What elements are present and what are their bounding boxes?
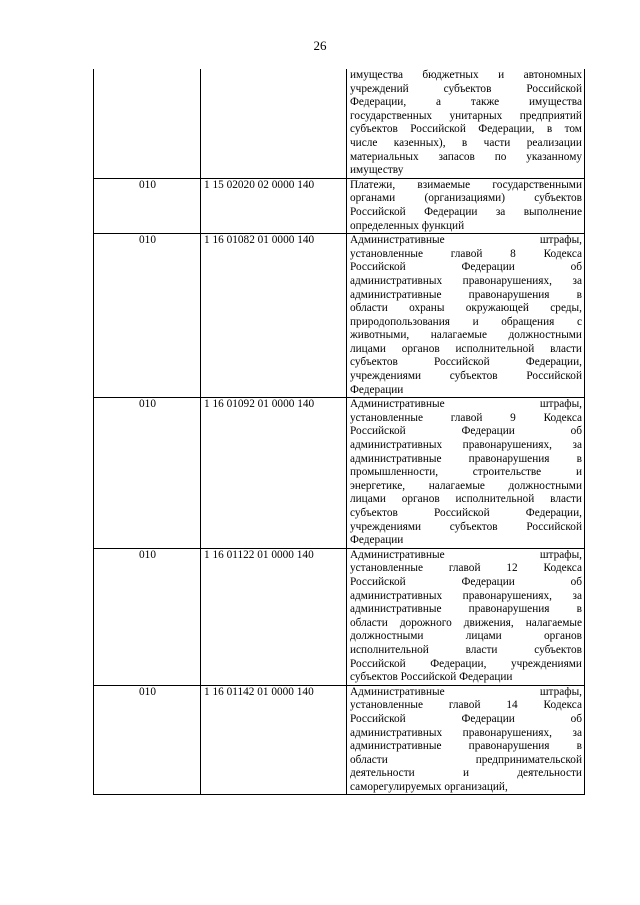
description-line: области охраны окружающей среды, — [350, 302, 582, 315]
description-line: административные правонарушения в — [350, 452, 582, 465]
description-line: лицами органов исполнительной власти — [350, 493, 582, 506]
description-line: определенных функций — [350, 219, 465, 232]
description-line: природопользования и обращения с — [350, 315, 582, 328]
description-line: установленные главой 8 Кодекса — [350, 247, 582, 260]
description-line: учреждениями субъектов Российской — [350, 370, 582, 383]
description-line: Административные штрафы, — [350, 685, 582, 698]
income-description-cell — [347, 548, 585, 685]
admin-code-cell: 010 — [94, 548, 201, 685]
description-line: установленные главой 14 Кодекса — [350, 699, 582, 712]
table-row — [94, 234, 585, 398]
table-row — [94, 685, 585, 795]
description-line: исполнительной власти субъектов — [350, 643, 582, 656]
admin-code-cell: 010 — [94, 178, 201, 233]
description-line: административных правонарушениях, за — [350, 589, 582, 602]
admin-code-cell — [94, 69, 201, 178]
description-line: Российской Федерации об — [350, 712, 582, 725]
budget-classification-code-cell: 1 16 01092 01 0000 140 — [201, 398, 347, 549]
description-line: животными, налагаемые должностными — [350, 329, 582, 342]
description-line: установленные главой 9 Кодекса — [350, 411, 582, 424]
description-line: саморегулируемых организаций, — [350, 780, 508, 793]
income-description-cell — [347, 178, 585, 233]
description-line: установленные главой 12 Кодекса — [350, 562, 582, 575]
description-line: административные правонарушения в — [350, 603, 582, 616]
description-line: Федерации — [350, 383, 404, 396]
description-line: должностными лицами органов — [350, 630, 582, 643]
description-line: учреждений субъектов Российской — [350, 82, 582, 95]
income-description-cell — [347, 685, 585, 795]
budget-classification-code-cell: 1 16 01122 01 0000 140 — [201, 548, 347, 685]
description-line: имущества бюджетных и автономных — [350, 69, 582, 81]
description-line: Административные штрафы, — [350, 398, 582, 411]
description-line: учреждениями субъектов Российской — [350, 520, 582, 533]
description-line: Федерации, а также имущества — [350, 96, 582, 109]
budget-classification-code-cell: 1 15 02020 02 0000 140 — [201, 178, 347, 233]
description-line: субъектов Российской Федерации, — [350, 356, 582, 369]
description-line: энергетике, налагаемые должностными — [350, 479, 582, 492]
table-row — [94, 398, 585, 549]
table-row — [94, 548, 585, 685]
budget-classification-code-cell: 1 16 01082 01 0000 140 — [201, 234, 347, 398]
income-description-cell — [347, 69, 585, 178]
description-line: числе казенных), в части реализации — [350, 136, 582, 149]
page-number: 26 — [313, 38, 327, 53]
description-line: Платежи, взимаемые государственными — [350, 178, 582, 191]
income-description-cell — [347, 234, 585, 398]
budget-classification-code-cell — [201, 69, 347, 178]
description-line: Российской Федерации об — [350, 575, 582, 588]
description-line: субъектов Российской Федерации, в том — [350, 123, 582, 136]
description-line: области дорожного движения, налагаемые — [350, 616, 582, 629]
description-line: административные правонарушения в — [350, 740, 582, 753]
description-line: субъектов Российской Федерации, — [350, 507, 582, 519]
description-line: Федерации — [350, 534, 404, 547]
table-row — [94, 178, 585, 233]
description-line: лицами органов исполнительной власти — [350, 342, 582, 355]
income-description-cell — [347, 398, 585, 549]
admin-code-cell: 010 — [94, 685, 201, 795]
description-line: Российской Федерации об — [350, 425, 582, 438]
description-line: Российской Федерации, учреждениями — [350, 657, 582, 670]
revenue-codes-table — [93, 69, 585, 795]
admin-code-cell: 010 — [94, 234, 201, 398]
description-line: административных правонарушениях, за — [350, 274, 582, 287]
description-line: материальных запасов по указанному — [350, 150, 582, 163]
description-line: промышленности, строительстве и — [350, 466, 582, 479]
description-line: Административные штрафы, — [350, 548, 582, 561]
table-row — [94, 69, 585, 178]
admin-code-cell: 010 — [94, 398, 201, 549]
description-line: деятельности и деятельности — [350, 767, 582, 780]
description-line: Российской Федерации за выполнение — [350, 205, 582, 218]
description-line: административных правонарушениях, за — [350, 726, 582, 739]
description-line: области предпринимательской — [350, 753, 582, 766]
description-line: Административные штрафы, — [350, 234, 582, 247]
description-line: Российской Федерации об — [350, 261, 582, 274]
description-line: субъектов Российской Федерации — [350, 671, 513, 684]
description-line: имуществу — [350, 164, 404, 177]
description-line: административные правонарушения в — [350, 288, 582, 301]
description-line: государственных унитарных предприятий — [350, 109, 582, 122]
budget-classification-code-cell: 1 16 01142 01 0000 140 — [201, 685, 347, 795]
description-line: административных правонарушениях, за — [350, 439, 582, 452]
description-line: органами (организациями) субъектов — [350, 192, 582, 205]
